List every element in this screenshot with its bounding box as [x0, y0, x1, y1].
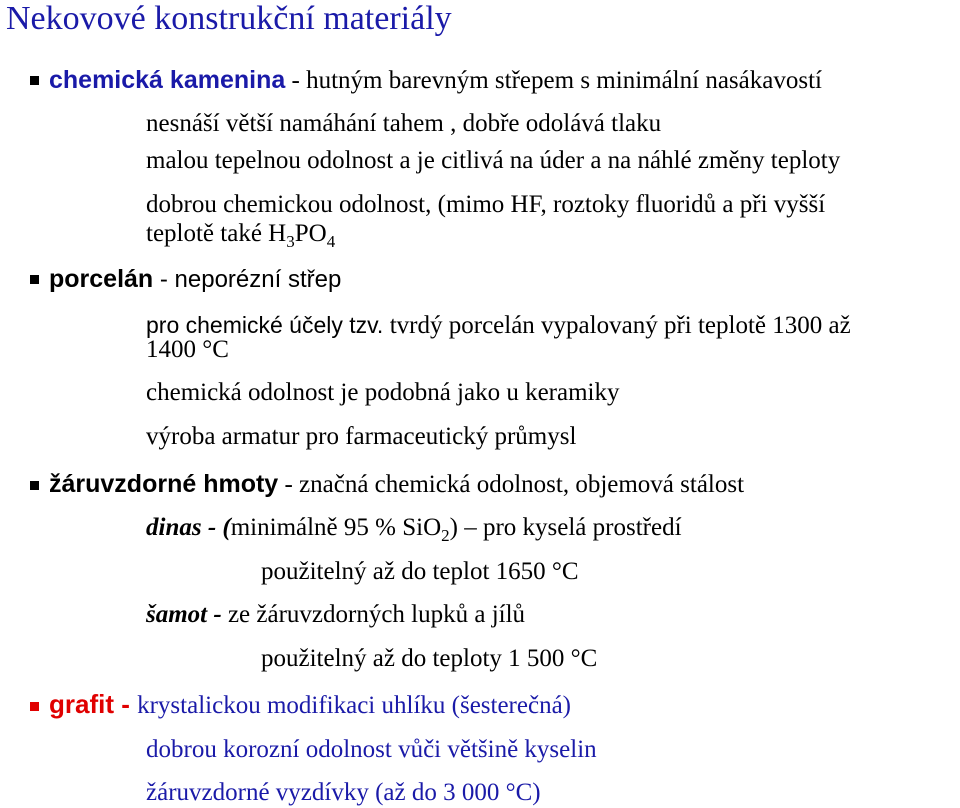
subscript: 4 [326, 232, 336, 251]
samot-use-line: použitelný až do teploty 1 500 °C [261, 645, 598, 672]
bullet-square-red [30, 702, 39, 711]
grafit-line-2: žáruvzdorné vyzdívky (až do 3 000 °C) [146, 779, 541, 806]
porcelan-line-1 [146, 310, 851, 341]
grafit-line-1: dobrou korozní odolnost vůči většině kyselin [146, 736, 597, 763]
page-title: Nekovové konstrukční materiály [6, 0, 452, 37]
term-description: krystalickou modifikaci uhlíku (šesterečná) [137, 692, 571, 719]
term-kamenina: chemická kamenina [49, 66, 286, 94]
bullet-square [30, 76, 39, 85]
separator: - [114, 689, 138, 719]
term-description: hutným barevným střepem s minimální nasákavostí [306, 67, 822, 94]
section-kamenina-heading [49, 65, 822, 96]
bullet-square [30, 481, 39, 490]
subscript: 2 [441, 526, 450, 545]
text: pro chemické účely tzv. [146, 312, 390, 338]
porcelan-line-4: výroba armatur pro farmaceutický průmysl [146, 423, 577, 450]
text: ) – pro kyselá prostředí [449, 514, 682, 541]
text: teplotě také H [146, 220, 287, 247]
section-grafit-heading [49, 689, 571, 721]
samot-line [146, 600, 525, 630]
term-dinas: dinas - ( [146, 514, 231, 541]
term-zaruvzdorne: žáruvzdorné hmoty [49, 470, 279, 498]
porcelan-line-2: 1400 °C [146, 336, 229, 363]
text: PO [294, 220, 327, 247]
separator: - [153, 266, 175, 293]
dinas-line [146, 513, 682, 543]
bullet-square [30, 275, 39, 284]
porcelan-line-3: chemická odolnost je podobná jako u keramiky [146, 379, 620, 406]
text: ze žáruvzdorných lupků a jílů [221, 601, 526, 628]
term-description: neporézní střep [174, 266, 342, 293]
term-description: značná chemická odolnost, objemová stálost [299, 471, 745, 498]
section-zaruvzdorne-heading [49, 469, 744, 500]
kamenina-line-1: nesnáší větší namáhání tahem , dobře odolává tlaku [146, 110, 662, 137]
text: tvrdý porcelán vypalovaný při teplotě 1300 až [389, 312, 851, 339]
term-samot: šamot - [146, 601, 222, 628]
kamenina-line-3: dobrou chemickou odolnost, (mimo HF, roztoky fluoridů a při vyšší [146, 191, 826, 218]
term-porcelan: porcelán [49, 265, 154, 293]
kamenina-line-2: malou tepelnou odolnost a je citlivá na úder a na náhlé změny teploty [146, 147, 841, 174]
separator: - [285, 67, 307, 94]
text: minimálně 95 % SiO [230, 514, 442, 541]
separator: - [278, 471, 300, 498]
dinas-use-line: použitelný až do teplot 1650 °C [261, 558, 579, 585]
section-porcelan-heading [49, 264, 341, 295]
subscript: 3 [286, 232, 295, 251]
kamenina-line-4 [146, 219, 335, 249]
term-grafit: grafit [49, 689, 114, 719]
